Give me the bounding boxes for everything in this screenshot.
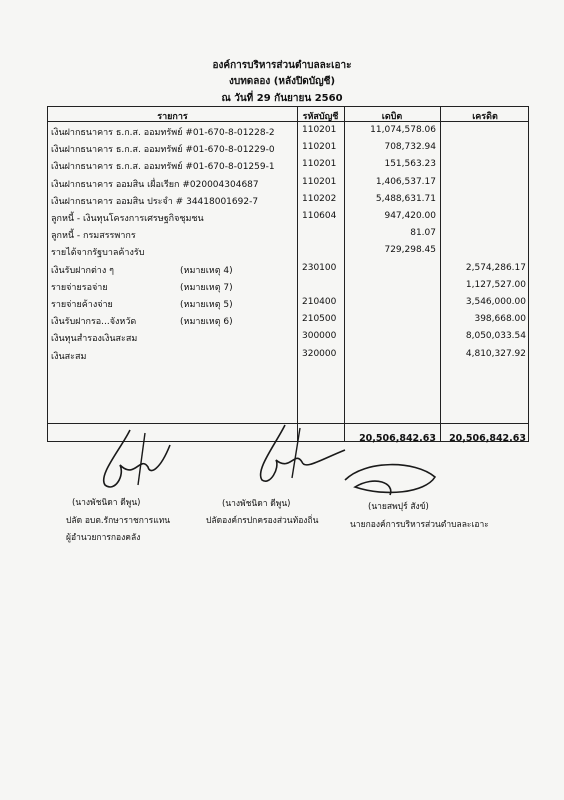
row-debit: 151,563.23 [384, 159, 436, 170]
row-description: เงินฝากธนาคาร ธ.ก.ส. ออมทรัพย์ #01-670-8-01259-1 [51, 162, 275, 173]
row-description: เงินสะสม [51, 351, 87, 362]
signer-3-role: นายกองค์การบริหารส่วนตำบลละเอาะ [350, 520, 489, 530]
row-account-code: 230100 [302, 262, 337, 273]
signer-1-role: ปลัด อบต.รักษาราชการแทน [66, 516, 171, 526]
signer-2-name: (นางพัชนิดา ดีพูน) [222, 499, 291, 509]
row-account-code: 110201 [302, 176, 337, 187]
row-credit: 1,127,527.00 [465, 279, 526, 290]
row-description: เงินรับฝากต่าง ๆ [51, 265, 114, 276]
trial-balance-table [47, 106, 529, 442]
row-debit: 81.07 [410, 228, 436, 239]
col-divider [297, 107, 298, 441]
total-debit: 20,506,842.63 [359, 433, 436, 444]
row-account-code: 110202 [302, 193, 337, 204]
row-note: (หมายเหตุ 4) [180, 265, 233, 276]
report-date: ณ วันที่ 29 กันยายน 2560 [221, 93, 343, 104]
row-note: (หมายเหตุ 6) [180, 317, 233, 328]
row-description: เงินทุนสำรองเงินสะสม [51, 334, 138, 345]
col-header-code: รหัสบัญชี [302, 112, 339, 122]
org-name: องค์การบริหารส่วนตำบลละเอาะ [212, 60, 352, 71]
row-debit: 11,074,578.06 [370, 125, 436, 135]
signature-scribble-2 [240, 420, 350, 490]
signer-1-name: (นางพัชนิดา ดีพูน) [72, 498, 141, 508]
row-account-code: 320000 [302, 348, 337, 359]
row-description: รายจ่ายค้างจ่าย [51, 300, 113, 310]
row-description: เงินรับฝากรอ...จังหวัด [51, 317, 137, 328]
col-divider [440, 107, 441, 441]
row-description: เงินฝากธนาคาร ออมสิน เผื่อเรียก #020004304687 [51, 179, 259, 190]
row-description: ลูกหนี้ - กรมสรรพากร [51, 231, 136, 242]
col-header-item: รายการ [157, 112, 188, 122]
row-account-code: 210400 [302, 297, 337, 307]
row-debit: 729,298.45 [384, 245, 436, 256]
signature-scribble-1 [90, 425, 180, 495]
row-account-code: 110604 [302, 211, 337, 221]
signature-scribble-3 [335, 455, 445, 505]
row-description: เงินฝากธนาคาร ธ.ก.ส. ออมทรัพย์ #01-670-8-01228-2 [51, 128, 275, 138]
row-account-code: 110201 [302, 125, 337, 135]
row-credit: 4,810,327.92 [465, 348, 526, 359]
row-account-code: 110201 [302, 159, 337, 170]
row-credit: 8,050,033.54 [465, 331, 526, 342]
row-description: รายได้จากรัฐบาลค้างรับ [51, 248, 145, 259]
signer-2-role: ปลัดองค์กรปกครองส่วนท้องถิ่น [206, 516, 319, 526]
row-description: ลูกหนี้ - เงินทุนโครงการเศรษฐกิจชุมชน [51, 214, 204, 224]
row-credit: 2,574,286.17 [465, 262, 526, 273]
total-credit: 20,506,842.63 [449, 433, 526, 444]
row-debit: 1,406,537.17 [375, 176, 436, 187]
report-title: งบทดลอง (หลังปิดบัญชี) [228, 76, 336, 87]
signer-3-name: (นายสพปุร์ สังข์) [368, 502, 429, 512]
row-note: (หมายเหตุ 5) [180, 300, 233, 310]
row-account-code: 300000 [302, 331, 337, 342]
row-credit: 3,546,000.00 [465, 297, 526, 307]
col-header-credit: เครดิต [472, 112, 498, 122]
col-header-debit: เดบิต [381, 112, 403, 122]
row-debit: 5,488,631.71 [375, 193, 436, 204]
row-description: เงินฝากธนาคาร ออมสิน ประจำ # 34418001692-7 [51, 196, 259, 207]
col-divider [344, 107, 345, 441]
row-account-code: 210500 [302, 314, 337, 325]
row-debit: 708,732.94 [384, 142, 436, 153]
row-description: เงินฝากธนาคาร ธ.ก.ส. ออมทรัพย์ #01-670-8-01229-0 [51, 145, 275, 156]
row-debit: 947,420.00 [384, 211, 436, 221]
row-note: (หมายเหตุ 7) [180, 282, 233, 293]
row-credit: 398,668.00 [474, 314, 526, 325]
row-description: รายจ่ายรอจ่าย [51, 282, 108, 293]
row-account-code: 110201 [302, 142, 337, 153]
signer-1-role-2: ผู้อำนวยการกองคลัง [66, 533, 141, 543]
